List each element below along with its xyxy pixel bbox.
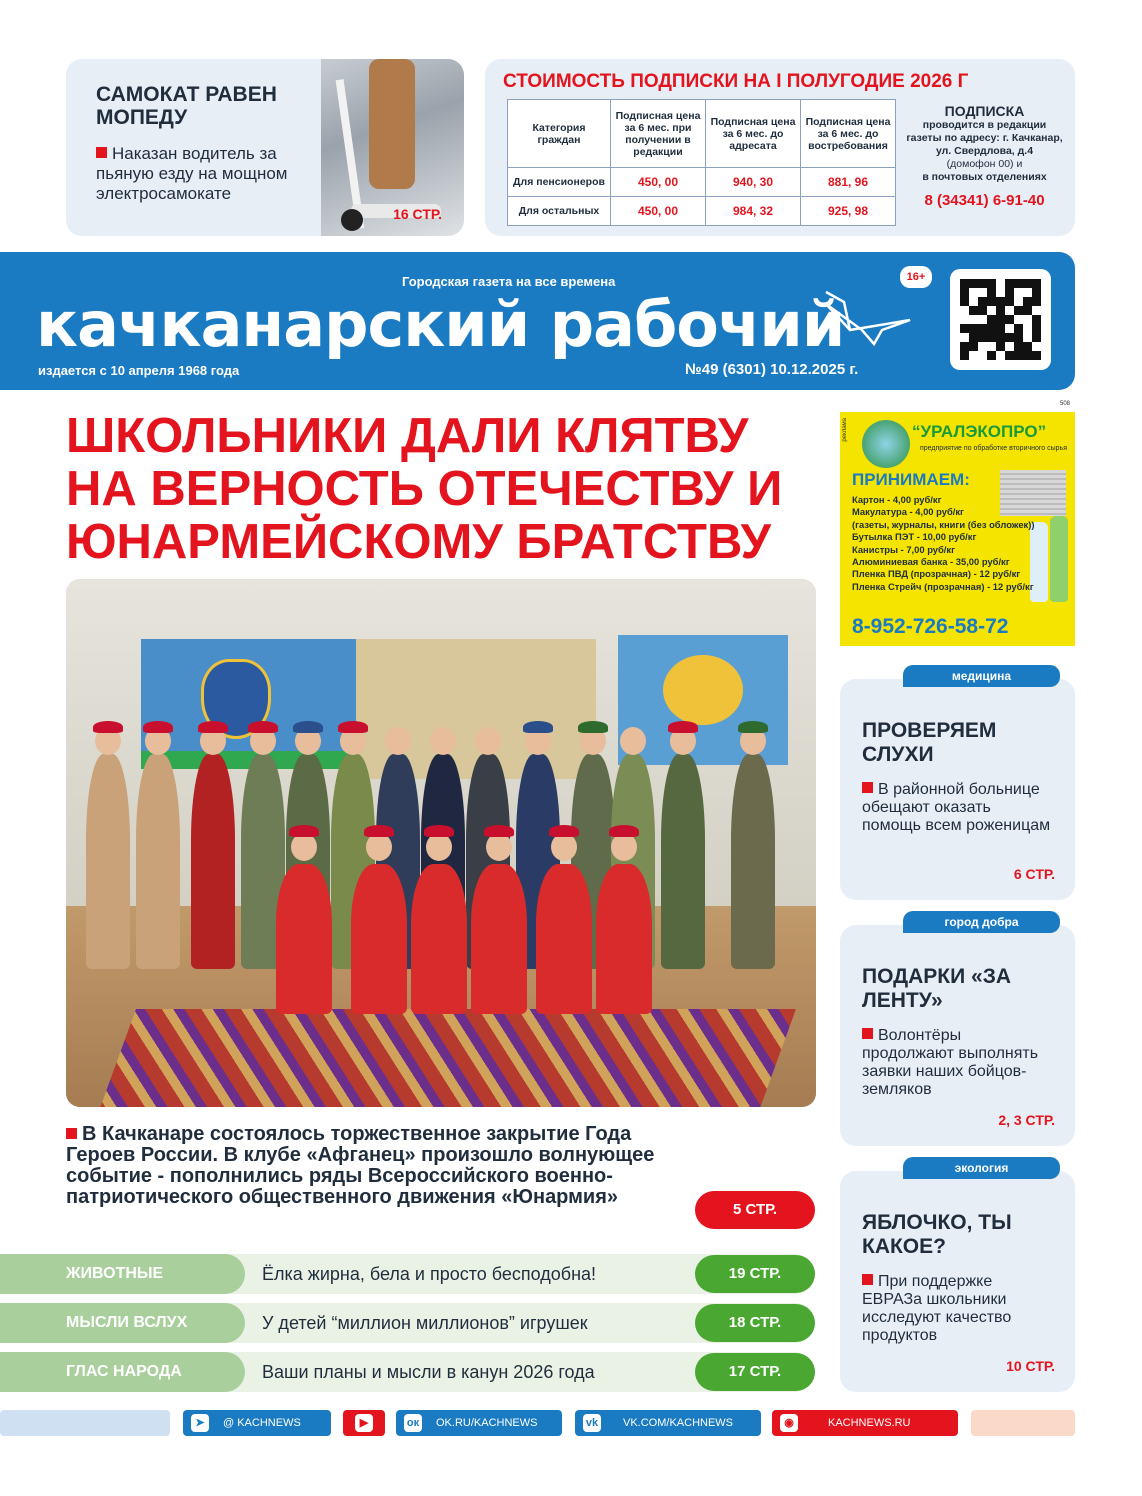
bullet-square-icon xyxy=(862,1028,873,1039)
side-title: ПОДАРКИ «ЗА ЛЕНТУ» xyxy=(862,965,1012,1012)
issue-number: №49 (6301) 10.12.2025 г. xyxy=(685,361,859,378)
bullet-square-icon xyxy=(862,1274,873,1285)
column-header: Подписная цена за 6 мес. до адресата xyxy=(706,100,801,168)
teaser-text: Наказан водитель за пьяную езду на мощном электросамокате xyxy=(96,144,288,203)
column-header: Подписная цена за 6 мес. при получении в редакции xyxy=(611,100,706,168)
footer-link-vk[interactable]: vk VK.COM/KACHNEWS xyxy=(575,1410,761,1436)
site-icon: ◉ xyxy=(780,1414,798,1432)
caption-page-button[interactable]: 5 СТР. xyxy=(695,1191,815,1229)
category-text: Ваши планы и мысли в канун 2026 года xyxy=(262,1362,595,1382)
side-text: В районной больнице обещают оказать помощь всем роженицам xyxy=(862,781,1051,834)
ad-brand: “УРАЛЭКОПРО” xyxy=(912,422,1047,441)
bottle-icon xyxy=(1050,516,1068,602)
odnoklassniki-icon: ок xyxy=(404,1414,422,1432)
age-rating-badge: 16+ xyxy=(900,266,932,288)
main-headline[interactable]: ШКОЛЬНИКИ ДАЛИ КЛЯТВУ НА ВЕРНОСТЬ ОТЕЧЕСТВУ И ЮНАРМЕЙСКОМУ БРАТСТВУ xyxy=(66,409,783,569)
teaser-scooter[interactable] xyxy=(66,59,464,236)
telegram-icon: ➤ xyxy=(191,1414,209,1432)
ad-vertical-label: реклама xyxy=(842,418,848,442)
ad-code: 508 xyxy=(1060,401,1071,407)
main-photo xyxy=(66,579,816,1107)
footer-social-bar xyxy=(0,1410,1142,1436)
teaser-page: 16 СТР. xyxy=(393,206,442,222)
category-label: ГЛАС НАРОДА xyxy=(0,1352,245,1392)
vk-icon: vk xyxy=(583,1414,601,1432)
category-text: У детей “миллион миллионов” игрушек xyxy=(262,1313,588,1333)
ad-subtitle: предприятие по обработке вторичного сырья xyxy=(920,445,1067,452)
rubric-tag: город добра xyxy=(903,911,1060,933)
category-row[interactable] xyxy=(0,1254,815,1294)
rubric-tag: медицина xyxy=(903,665,1060,687)
side-page: 2, 3 СТР. xyxy=(998,1112,1055,1128)
table-row: Для пенсионеров 450, 00 940, 30 881, 96 xyxy=(508,168,896,197)
side-text: Волонтёры продолжают выполнять заявки наших бойцов-земляков xyxy=(862,1027,1039,1098)
side-teaser-ecology[interactable] xyxy=(840,1161,1075,1392)
bullet-square-icon xyxy=(96,147,107,158)
category-row[interactable] xyxy=(0,1352,815,1392)
footer-link-telegram[interactable]: ➤ @ KACHNEWS xyxy=(183,1410,331,1436)
side-teaser-kindness[interactable] xyxy=(840,915,1075,1146)
recycling-ad[interactable] xyxy=(840,412,1075,646)
table-row: Для остальных 450, 00 984, 32 925, 98 xyxy=(508,197,896,226)
bullet-square-icon xyxy=(66,1128,77,1139)
side-title: ПРОВЕРЯЕМ СЛУХИ xyxy=(862,719,997,766)
newspaper-name: качканарский рабочий xyxy=(36,288,845,361)
slogan: Городская газета на все времена xyxy=(402,274,616,289)
column-header: Категория граждан xyxy=(508,100,611,168)
column-header: Подписная цена за 6 мес. до востребования xyxy=(801,100,896,168)
youtube-icon: ▶ xyxy=(355,1414,373,1432)
side-page: 6 СТР. xyxy=(1013,866,1055,882)
category-row[interactable] xyxy=(0,1303,815,1343)
ad-accept: ПРИНИМАЕМ: xyxy=(852,470,970,489)
qr-code[interactable] xyxy=(950,269,1051,370)
ad-price-list: Картон - 4,00 руб/кг Макулатура - 4,00 руб/кг (газеты, журналы, книги (без обложек)) Бутылка ПЭТ - 10,00 руб/кг Канистры - 7,00 руб/кг Алюминиевая банка - 35,00 руб/кг Пленка ПВД (прозрачная) - 12 руб/кг Пленка Стрейч (прозрачная) - 12 руб/кг xyxy=(852,494,1035,592)
teaser-title: САМОКАТ РАВЕН МОПЕДУ xyxy=(96,83,277,129)
photo-caption: В Качканаре состоялось торжественное закрытие Года Героев России. В клубе «Афганец» произошло волнующее событие - пополнились ряды Всероссийского военно-патриотического общественного движения «Юнармия» xyxy=(66,1123,655,1208)
subscription-info: ПОДПИСКА проводится в редакции газеты по адресу: г. Качканар, ул. Свердлова, д.4 (домофон 00) и в почтовых отделениях 8 (34341) 6-91-40 xyxy=(902,103,1067,209)
paper-plane-icon xyxy=(822,290,914,346)
recycle-globe-icon xyxy=(862,420,910,468)
subscription-heading: СТОИМОСТЬ ПОДПИСКИ НА I ПОЛУГОДИЕ 2026 Г xyxy=(503,71,969,92)
footer-link-ok[interactable]: ок OK.RU/KACHNEWS xyxy=(396,1410,562,1436)
side-text: При поддержке ЕВРАЗа школьники исследуют качество продуктов xyxy=(862,1273,1012,1344)
footer-link-site[interactable]: ◉ KACHNEWS.RU xyxy=(772,1410,958,1436)
category-page-button[interactable]: 19 СТР. xyxy=(695,1255,815,1293)
subscription-phone[interactable]: 8 (34341) 6-91-40 xyxy=(924,192,1045,209)
side-teaser-medicine[interactable] xyxy=(840,669,1075,900)
since-text: издается с 10 апреля 1968 года xyxy=(38,363,240,378)
masthead xyxy=(0,252,1075,390)
subscription-table xyxy=(507,99,896,226)
category-page-button[interactable]: 18 СТР. xyxy=(695,1304,815,1342)
rubric-tag: экология xyxy=(903,1157,1060,1179)
subscription-box xyxy=(485,59,1075,236)
bullet-square-icon xyxy=(862,782,873,793)
footer-decor xyxy=(971,1410,1075,1436)
footer-decor xyxy=(0,1410,170,1436)
footer-link-youtube[interactable] xyxy=(343,1410,385,1436)
category-label: ЖИВОТНЫЕ xyxy=(0,1254,245,1294)
side-title: ЯБЛОЧКО, ТЫ КАКОЕ? xyxy=(862,1211,1012,1258)
ad-phone[interactable]: 8-952-726-58-72 xyxy=(852,615,1009,638)
category-text: Ёлка жирна, бела и просто бесподобна! xyxy=(262,1264,597,1284)
category-page-button[interactable]: 17 СТР. xyxy=(695,1353,815,1391)
category-label: МЫСЛИ ВСЛУХ xyxy=(0,1303,245,1343)
side-page: 10 СТР. xyxy=(1006,1358,1055,1374)
